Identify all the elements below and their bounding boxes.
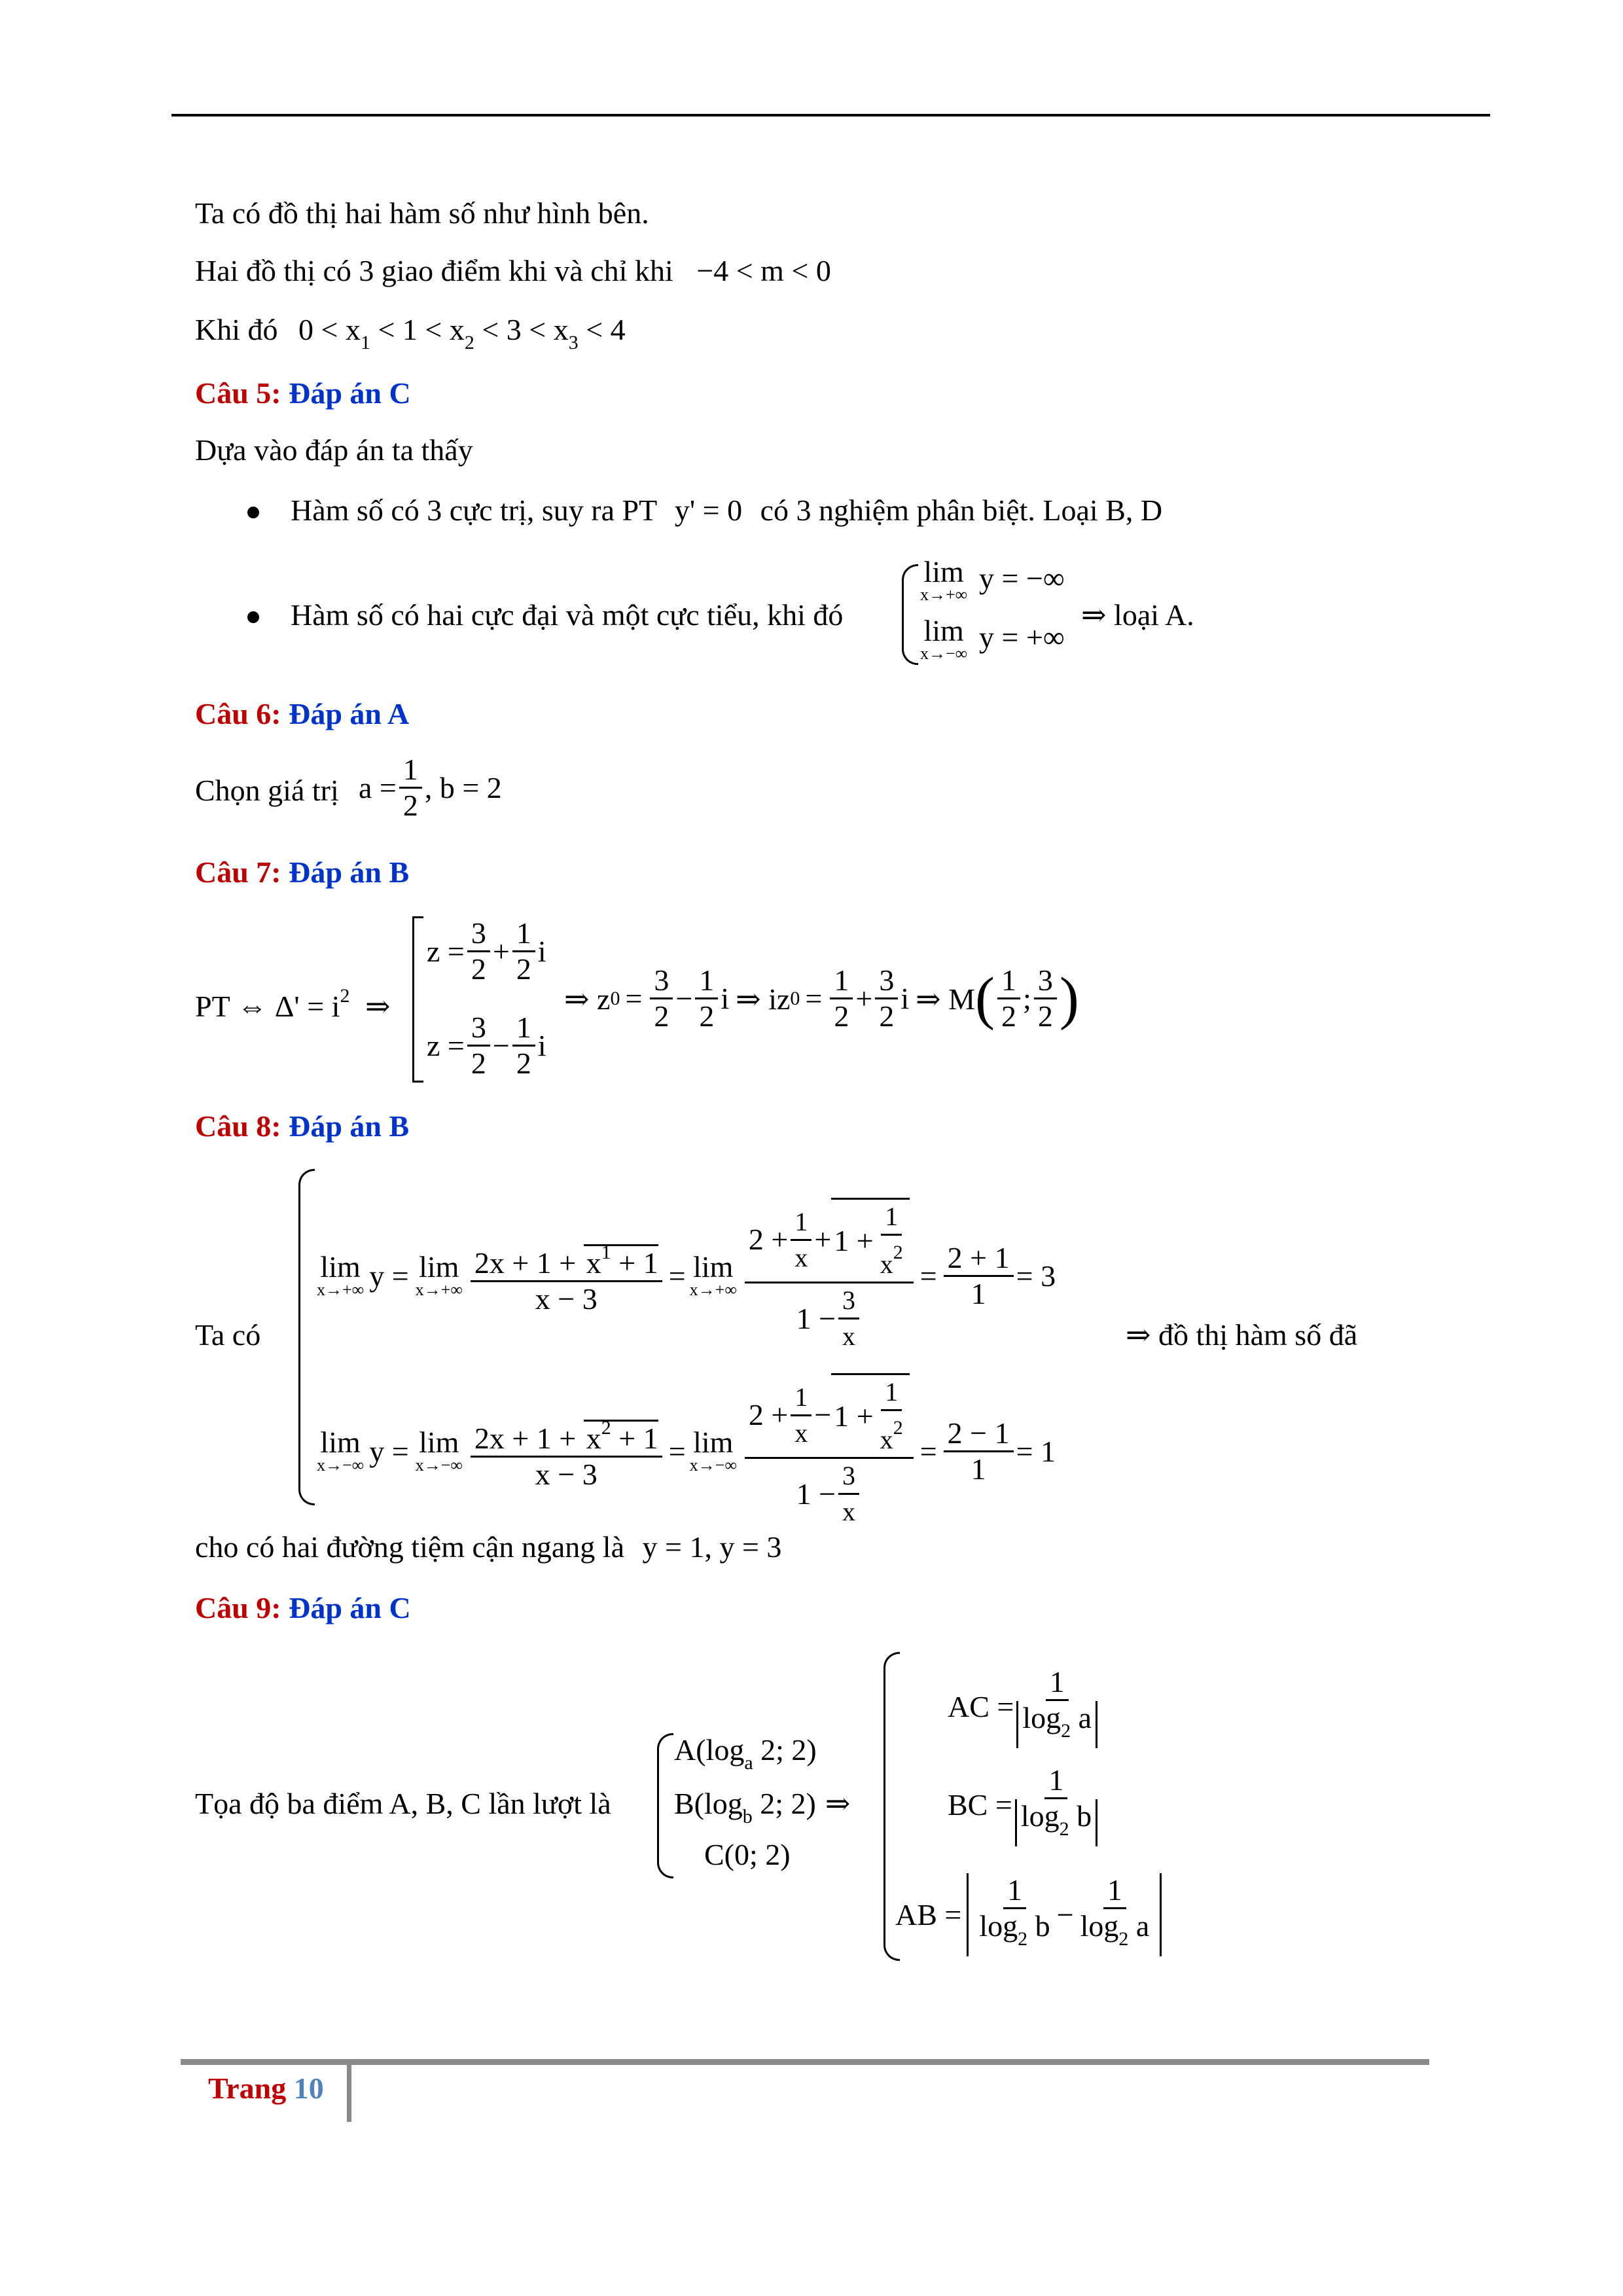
q6-line-1: Chọn giá trị (195, 774, 339, 807)
q8-heading: Câu 8: Đáp án B (195, 1109, 410, 1143)
q7-heading: Câu 7: Đáp án B (195, 855, 410, 889)
q8-conclusion-b: cho có hai đường tiệm cận ngang là y = 1, y = 3 (195, 1530, 782, 1564)
footer-divider (347, 2059, 351, 2122)
left-brace (657, 1733, 673, 1878)
q7-case-2: z = $\frac{3}{2}$ − $\frac{1}{2}$ i (427, 1011, 546, 1080)
left-brace (902, 564, 918, 665)
q8-limit-top: lim x→+∞ y = lim x→+∞ $\frac{2x + 1 + x^1 + 1}{x - 3}$ = lim x→+∞ 2 + $\frac{1}{x}$ + 1 + $\frac{1}{x^2}$ 1 − $\frac{3}{x}$ = $\frac{2 + 1}{1}$ = 3 (317, 1198, 1056, 1354)
q5-conclusion: ⇒ loại A. (1081, 598, 1194, 632)
q5-bullet-1: Hàm số có 3 cực trị, suy ra PT y' = 0 có 3 nghiệm phân biệt. Loại B, D (291, 493, 1163, 527)
footer-rule (181, 2059, 1429, 2065)
q8-conclusion-a: ⇒ đồ thị hàm số đã (1126, 1318, 1358, 1352)
q5-limit-bot: lim x→−∞ (920, 614, 968, 663)
q9-ac: AC = $\frac{1}{\log_2 a}$ (948, 1665, 1100, 1748)
page-footer: Trang 10 (208, 2072, 324, 2105)
q8-limit-bot: lim x→−∞ y = lim x→−∞ $\frac{2x + 1 + x^2 + 1}{x - 3}$ = lim x→−∞ 2 + $\frac{1}{x}$ − 1 + $\frac{1}{x^2}$ 1 − $\frac{3}{x}$ = $\frac{2 - 1}{1}$ = 1 (317, 1373, 1056, 1529)
q5-bullet-2: Hàm số có hai cực đại và một cực tiểu, khi đó (291, 598, 844, 632)
intro-line-2-math: −4 < m < 0 (696, 254, 831, 287)
q8-taco: Ta có (195, 1318, 261, 1352)
intro-line-2: Hai đồ thị có 3 giao điểm khi và chỉ khi −4 < m < 0 (195, 254, 831, 287)
bullet-icon (247, 611, 259, 623)
left-brace (298, 1169, 315, 1505)
q7-chain: ⇒ z 0 = $\frac{3}{2}$ − $\frac{1}{2}$ i ⇒ iz 0 = $\frac{1}{2}$ + $\frac{3}{2}$ i ⇒ M ( $\frac{1}{2}$ ; $\frac{3}{2}$ ) (564, 963, 1079, 1033)
intro-line-1: Ta có đồ thị hai hàm số như hình bên. (195, 196, 649, 230)
q9-point-c: C(0; 2) (704, 1838, 791, 1871)
header-rule (171, 114, 1490, 117)
q9-point-a: $A(\log_a$ 2; 2) (674, 1733, 817, 1774)
q9-heading: Câu 9: Đáp án C (195, 1591, 411, 1624)
bullet-icon (247, 507, 259, 518)
page-number: 10 (293, 2072, 324, 2105)
q5-heading: Câu 5: Đáp án C (195, 376, 411, 410)
q6-heading: Câu 6: Đáp án A (195, 697, 410, 730)
q9-point-b: $B(\log_b$ 2; 2) ⇒ (674, 1787, 851, 1827)
q9-text: Tọa độ ba điểm A, B, C lần lượt là (195, 1787, 611, 1820)
q5-limit-bot-val: y = +∞ (979, 620, 1065, 654)
q9-bc: BC = $\frac{1}{\log_2 b}$ (948, 1763, 1100, 1846)
left-bracket (412, 916, 423, 1083)
q6-math: a = $\frac{1}{2}$ , b = 2 (359, 753, 502, 822)
intro-line-3-math: $0 < x_1 < 1 < x_2 < 3 < x_3 < 4$ (298, 313, 626, 353)
q5-line-1: Dựa vào đáp án ta thấy (195, 433, 473, 467)
q7-pt: PT ⇔ $\Delta' = i^2$ ⇒ (195, 985, 391, 1023)
intro-line-3: Khi đó $0 < x_1 < 1 < x_2 < 3 < x_3 < 4$ (195, 313, 626, 353)
q5-limit-top-val: y = −∞ (979, 562, 1065, 595)
q7-case-1: z = $\frac{3}{2}$ + $\frac{1}{2}$ i (427, 916, 546, 986)
q9-ab: AB = $\frac{1}{\log_2 b}$ − $\frac{1}{\log_2 a}$ (895, 1873, 1162, 1956)
q5-limit-top: lim x→+∞ (920, 555, 968, 604)
